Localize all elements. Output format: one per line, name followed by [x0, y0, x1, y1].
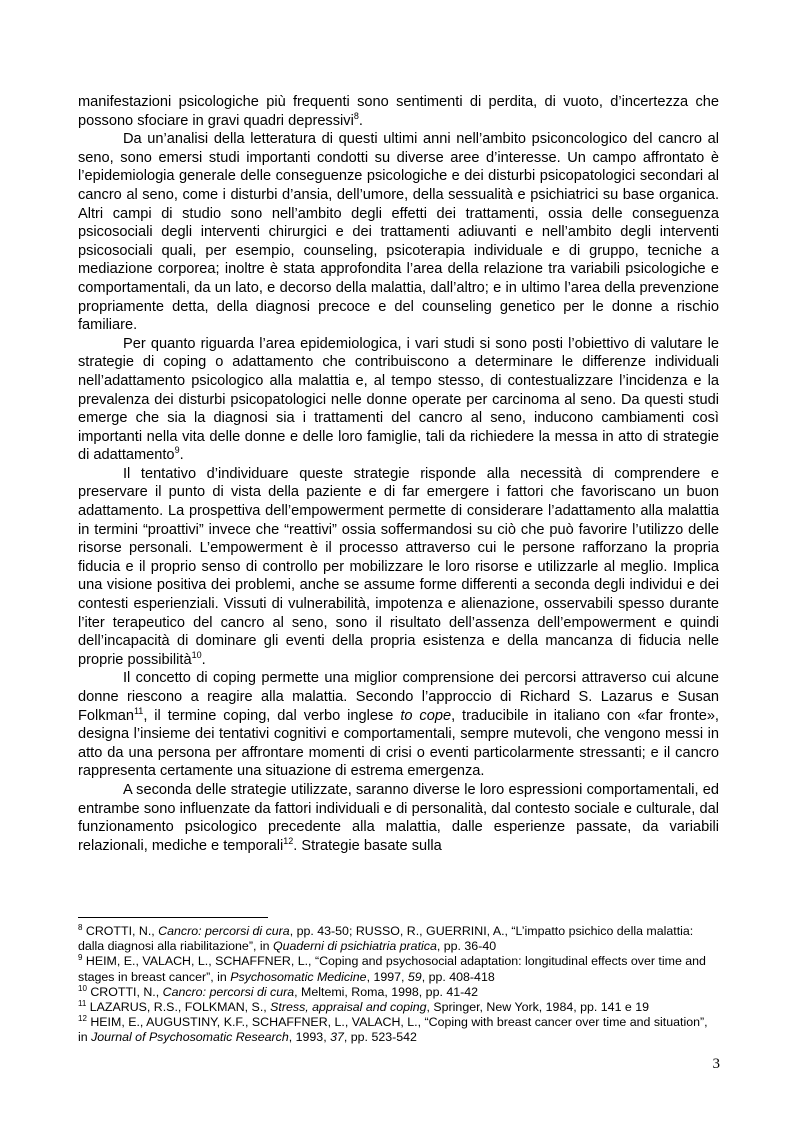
- footnote-ref: 8: [353, 110, 359, 121]
- footnote-ref: 12: [283, 835, 294, 846]
- footnote-8: $^8$ CROTTI, N., Cancro: percorsi di cura, pp. 43-50; RUSSO, R., GUERRINI, A., “L’impatto psichico della malattia: dalla diagnosi alla riabilitazione”, in Quaderni di psichiatria pratica, pp. 36-40: [78, 922, 694, 954]
- paragraph-text: .: [201, 651, 206, 668]
- footnote-ref: 11: [133, 705, 144, 716]
- body-text: [78, 93, 748, 855]
- italic-term: to cope: [400, 707, 452, 724]
- paragraph-text: Il concetto di coping permette una miglior comprensione dei percorsi attraverso cui alcune donne riescono a reagire alla malattia. Secondo l’approccio di Richard S. Lazarus e Susan Folkman: [78, 670, 719, 724]
- paragraph-text: , il termine coping, dal verbo inglese: [143, 707, 401, 724]
- footnote-ref: 10: [191, 649, 202, 660]
- footnote-number: 11: [78, 998, 87, 1008]
- footnote-number: 10: [78, 983, 87, 993]
- paragraph-text: , traducibile in italiano con «far fronte», designa l’insieme dei tentativi cognitivi e comportamentali, sempre mutevoli, che vengono messi in atto da una persona per affrontare momenti di crisi o eventi particolarmente stressanti; e il cancro rappresenta certamente una situazione di estrema emergenza.: [78, 707, 719, 780]
- footnote-9: $^9$ HEIM, E., VALACH, L., SCHAFFNER, L., “Coping and psychosocial adaptation: longitudinal effects over time and stages in breast cancer”, in Psychosomatic Medicine, 1997, 59, pp. 408-418: [78, 953, 706, 984]
- page-number: 3: [712, 1056, 720, 1072]
- paragraph-1: [78, 93, 719, 130]
- footnote-12: $^{12}$ HEIM, E., AUGUSTINY, K.F., SCHAFFNER, L., VALACH, L., “Coping with breast cancer over time and situation”, in Journal of Psychosomatic Research, 1993, 37, pp. 523-542: [78, 1014, 708, 1045]
- paragraph-2: [78, 130, 748, 335]
- footnote-11: $^{11}$ LAZARUS, R.S., FOLKMAN, S., Stress, appraisal and coping, Springer, New York, 1984, pp. 141 e 19: [78, 998, 650, 1015]
- paragraph-text: A seconda delle strategie utilizzate, saranno diverse le loro espressioni comportamentali, ed entrambe sono influenzate da fattori individuali e di personalità, dal contesto sociale e culturale, dal funzionamento psicologico precedente alla malattia, dalle esperienze passate, da variabili relazionali, mediche e temporali: [78, 781, 719, 854]
- paragraph-text: .: [358, 112, 363, 129]
- footnote-ref: 9: [174, 445, 180, 456]
- paragraph-text: . Strategie basate sulla: [293, 837, 442, 854]
- footnote-separator: [78, 917, 268, 918]
- paragraph-text: Per quanto riguarda l’area epidemiologica, i vari studi si sono posti l’obiettivo di valutare le strategie di coping o adattamento che contribuiscono a determinare le differenze individuali nell’adattamento psicologico alla malattia e, al tempo stesso, di contestualizzare l’incidenza e la prevalenza dei disturbi psicopatologici nelle donne operate per carcinoma al seno. Da questi studi emerge che sia la diagnosi sia i trattamenti del cancro al seno, inducono cambiamenti così importanti nella vita delle donne e delle loro famiglie, tali da richiedere la messa in atto di strategie di adattamento: [78, 335, 719, 464]
- paragraph-text: Da un’analisi della letteratura di questi ultimi anni nell’ambito psiconcologico del cancro al seno, sono emersi studi importanti condotti su diverse aree d’interesse. Un campo affrontato è l’epidemiologia generale delle conseguenze psicologiche e dei disturbi psicopatologici secondari al cancro al seno, come i disturbi d’ansia, dell’umore, della sessualità e psichiatrici su base organica. Altri campi di studio sono nell’ambito degli effetti dei trattamenti, ossia delle conseguenza psicosociali degli interventi chirurgici e dei trattamenti adiuvanti e nell’ambito degli interventi psicosociali quali, per esempio, counseling, psicoterapia individuale e di gruppo, tecniche a mediazione corporea; inoltre è stata approfondita l’area della relazione tra variabili psicologiche e comportamentali, da un lato, e decorso della malattia, dall’altro; e in ultimo l’area della prevenzione propriamente detta, della diagnosi precoce e del counseling genetico per le donne a rischio familiare.: [78, 131, 748, 334]
- paragraph-5: [78, 669, 719, 781]
- paragraph-3: [78, 335, 719, 465]
- paragraph-4: [78, 465, 719, 670]
- paragraph-text: manifestazioni psicologiche più frequenti sono sentimenti di perdita, di vuoto, d’incertezza che possono sfociare in gravi quadri depressivi: [78, 94, 719, 129]
- paragraph-6: [78, 781, 719, 855]
- paragraph-text: Il tentativo d’individuare queste strategie risponde alla necessità di comprendere e preservare il punto di vista della paziente e di far emergere i fattori che favoriscano un buon adattamento. La prospettiva dell’empowerment permette di considerare l’adattamento alla malattia in termini “proattivi” invece che “reattivi” ossia soffermandosi su ciò che può favorire l’utilizzo delle risorse personali. L’empowerment è il processo attraverso cui le persone rafforzano la propria fiducia e il proprio senso di controllo per mobilizzare le loro risorse e utilizzarle al meglio. Implica una visione positiva dei problemi, anche se assume forme differenti a seconda degli individui e dei contesti esperienziali. Vissuti di vulnerabilità, impotenza e alienazione, osservabili spesso durante l’iter terapeutico del cancro al seno, sono il risultato dell’assenza dell’empowerment e quindi dell’incapacità di dominare gli eventi della propria esistenza e della mancanza di fiducia nelle proprie possibilità: [78, 465, 719, 668]
- footnotes: [78, 924, 719, 1046]
- footnote-number: 8: [78, 922, 83, 932]
- paragraph-text: .: [179, 447, 184, 464]
- footnote-number: 12: [78, 1014, 87, 1024]
- footnote-number: 9: [78, 953, 83, 963]
- footnote-10: $^{10}$ CROTTI, N., Cancro: percorsi di cura, Meltemi, Roma, 1998, pp. 41-42: [78, 983, 479, 999]
